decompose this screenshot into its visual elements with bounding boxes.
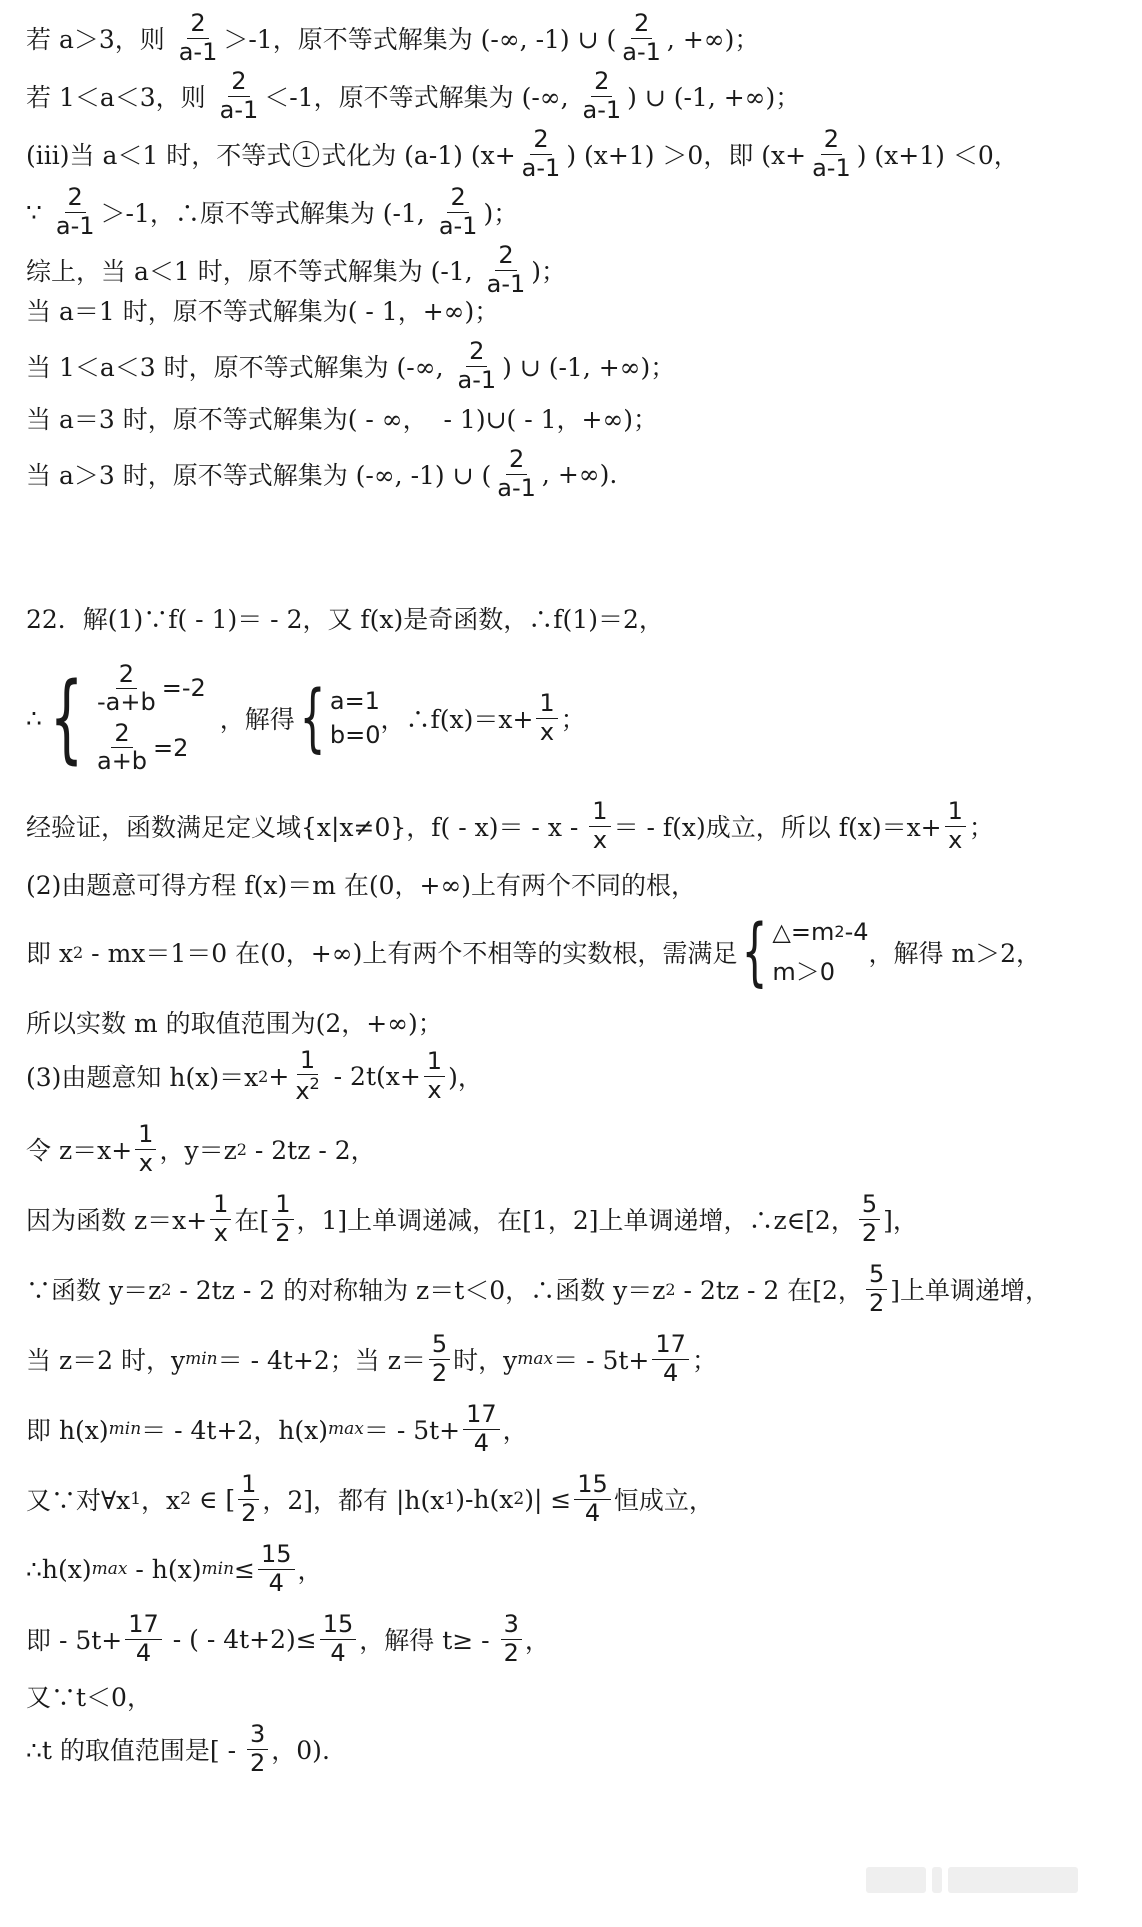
text: - 2t(x+ <box>325 1061 421 1091</box>
equation-2 <box>91 721 206 774</box>
text: 即 h(x) <box>26 1416 109 1445</box>
denominator: 2 <box>861 1218 878 1247</box>
fraction-3-over-2 <box>501 1612 522 1665</box>
fraction-2-over-a-1 <box>494 447 539 500</box>
numerator: 3 <box>501 1612 522 1639</box>
text: 若 1＜a＜3，则 <box>26 83 214 112</box>
fraction-15-over-4 <box>258 1542 295 1595</box>
fraction-2-over-a-1 <box>454 339 499 392</box>
denominator: 2 <box>868 1288 885 1317</box>
text: ，y＝z <box>159 1136 237 1165</box>
text: ) (x+1) ＞0，即 (x+ <box>566 141 807 170</box>
denominator: 4 <box>473 1428 490 1457</box>
denominator-base: x <box>295 1077 310 1105</box>
denominator: x <box>592 825 608 854</box>
denominator: a-1 <box>457 365 497 394</box>
line-system-of-equations <box>26 644 1126 792</box>
text: 令 z＝x+ <box>26 1136 133 1165</box>
text: ； <box>560 705 586 734</box>
equation-1-rhs: =-2 <box>161 674 206 703</box>
text: 因为函数 z＝x+ <box>26 1206 208 1235</box>
denominator: a-1 <box>178 37 218 66</box>
text: ＜-1，原不等式解集为 (-∞, <box>264 83 577 112</box>
text: )| ≤ <box>524 1484 572 1514</box>
text: ，2]，都有 |h(x <box>262 1486 445 1515</box>
line-part2 <box>26 862 1126 906</box>
text: ) ∪ (-1, +∞)； <box>502 353 676 382</box>
text: 当 1＜a＜3 时，原不等式解集为 (-∞, <box>26 353 452 382</box>
line-h-min-max <box>26 1396 1126 1462</box>
numerator: 2 <box>506 447 527 474</box>
numerator: 2 <box>591 69 612 96</box>
denominator <box>292 1075 322 1104</box>
numerator: 2 <box>631 11 652 38</box>
equation-system <box>91 659 206 776</box>
condition-system <box>772 918 868 987</box>
denominator: x <box>427 1075 442 1104</box>
superscript: 2 <box>309 1074 320 1093</box>
subscript: min <box>201 1559 235 1579</box>
denominator: x <box>948 825 963 854</box>
fraction-1-over-x-squared <box>292 1045 322 1105</box>
denominator: 2 <box>241 1498 257 1527</box>
fraction-2-over-a-1 <box>619 11 664 64</box>
line-h-difference <box>26 1536 1126 1602</box>
text: ∈ [ <box>190 1484 236 1514</box>
fraction-17-over-4 <box>652 1332 689 1385</box>
superscript: 2 <box>834 922 845 941</box>
line-monotonicity-z <box>26 1186 1126 1252</box>
text: - ( - 4t+2)≤ <box>164 1624 317 1654</box>
subscript: min <box>185 1349 218 1369</box>
numerator: 15 <box>574 1472 611 1499</box>
numerator: 1 <box>238 1472 259 1499</box>
numerator: 2 <box>228 69 249 96</box>
fraction-1-over-2 <box>272 1192 293 1245</box>
fraction-1-over-x <box>945 799 966 852</box>
line-part3-h <box>26 1036 1126 1116</box>
line-substitution <box>26 1116 1126 1182</box>
text: ＝ - f(x)成立，所以 f(x)＝x+ <box>613 813 942 842</box>
left-brace: { <box>49 662 84 774</box>
text: - 2tz - 2 在[2， <box>675 1276 863 1305</box>
text: 若 a＞3，则 <box>26 25 173 54</box>
text: ]上单调递增， <box>890 1276 1050 1305</box>
text: ∵函数 y＝z <box>26 1276 162 1305</box>
text: )； <box>483 199 519 228</box>
condition-discriminant <box>772 918 868 946</box>
fraction-1-over-x <box>424 1049 445 1102</box>
text: ]， <box>883 1206 918 1235</box>
text: ＝ - 4t+2，h(x) <box>141 1416 329 1445</box>
text: 所以实数 m 的取值范围为(2，+∞)； <box>26 1009 443 1038</box>
fraction-2-over-a-1 <box>436 185 481 238</box>
numerator: 2 <box>530 127 551 154</box>
subscript: 2 <box>513 1489 525 1509</box>
text: ，解得 t≥ - <box>359 1626 498 1655</box>
left-brace: { <box>741 909 768 995</box>
text: ∴t 的取值范围是[ - <box>26 1736 244 1765</box>
solution-system <box>330 687 381 749</box>
text: (2)由题意可得方程 f(x)＝m 在(0，+∞)上有两个不同的根， <box>26 871 697 900</box>
numerator: 2 <box>65 185 86 212</box>
condition-text: △=m <box>772 917 835 946</box>
text: , +∞)； <box>666 25 760 54</box>
text: 式化为 (a-1) (x+ <box>321 141 516 170</box>
fraction-1-over-x <box>536 691 557 744</box>
text: ＞-1，原不等式解集为 (-∞, -1) ∪ ( <box>223 25 617 54</box>
text: 当 a＝3 时，原不等式解集为( - ∞， - 1)∪( - 1，+∞)； <box>26 405 659 434</box>
denominator: a-1 <box>486 269 526 298</box>
subscript: max <box>517 1349 554 1369</box>
fraction-2-over-a-1 <box>176 11 221 64</box>
text: 当 a＞3 时，原不等式解集为 (-∞, -1) ∪ ( <box>26 461 492 490</box>
condition-text: -4 <box>844 917 869 946</box>
watermark-mark <box>866 1860 1106 1900</box>
text: )， <box>448 1063 483 1092</box>
denominator: 2 <box>503 1638 519 1667</box>
numerator: 2 <box>187 11 208 38</box>
denominator: a-1 <box>812 153 851 182</box>
numerator: 17 <box>463 1402 500 1429</box>
fraction-17-over-4 <box>463 1402 500 1455</box>
fraction-2-over-neg-a-plus-b <box>94 659 159 716</box>
text: ＝ - 5t+ <box>363 1416 461 1445</box>
fraction-3-over-2 <box>247 1722 268 1775</box>
denominator: 4 <box>584 1498 601 1527</box>
text: ，解得 <box>219 705 295 734</box>
text: ，0). <box>271 1736 330 1765</box>
numerator: 1 <box>135 1122 156 1149</box>
superscript: 2 <box>73 942 84 962</box>
denominator: a-1 <box>55 211 95 240</box>
fraction-2-over-a-1 <box>53 185 98 238</box>
numerator: 5 <box>859 1192 880 1219</box>
numerator: 2 <box>495 243 516 270</box>
numerator: 1 <box>945 799 966 826</box>
superscript: 2 <box>665 1279 676 1299</box>
fraction-2-over-a-1 <box>519 127 564 180</box>
line-t-negative <box>26 1674 1126 1718</box>
numerator: 2 <box>821 127 842 154</box>
denominator: a-1 <box>582 95 622 124</box>
line-case-a-gt-3 <box>26 8 1126 68</box>
text: ； <box>691 1346 717 1375</box>
text: ≤ <box>234 1554 255 1584</box>
numerator: 15 <box>258 1542 295 1569</box>
text: 即 - 5t+ <box>26 1626 123 1655</box>
subscript: 2 <box>180 1489 191 1509</box>
text: + <box>268 1061 290 1091</box>
denominator: x <box>539 717 555 746</box>
subscript: 1 <box>444 1489 456 1509</box>
text: 又∵对∀x <box>26 1486 131 1515</box>
circled-number: 1 <box>293 141 319 167</box>
condition-m-positive: m＞0 <box>772 957 836 986</box>
line-case-1-lt-a-lt-3 <box>26 66 1126 126</box>
denominator: -a+b <box>96 687 156 716</box>
line-verification <box>26 796 1126 856</box>
line-a-gt-3 <box>26 444 1126 504</box>
equation-1 <box>91 659 206 716</box>
denominator: a-1 <box>497 473 536 502</box>
numerator: 2 <box>466 339 487 366</box>
text: (iii)当 a＜1 时，不等式 <box>26 141 292 170</box>
fraction-2-over-a-1 <box>809 127 854 180</box>
text: 又∵t＜0， <box>26 1683 152 1712</box>
line-solve-t <box>26 1606 1126 1672</box>
denominator: 2 <box>250 1748 266 1777</box>
line-1-lt-a-lt-3 <box>26 336 1126 396</box>
numerator: 1 <box>297 1048 318 1075</box>
text: ； <box>968 813 994 842</box>
text: ＝ - 5t+ <box>553 1346 650 1375</box>
equation-2-rhs: =2 <box>153 733 189 762</box>
denominator: 2 <box>275 1218 291 1247</box>
text: ∴ <box>26 703 42 733</box>
text: ) (x+1) ＜0， <box>856 141 1019 170</box>
denominator: x <box>213 1218 228 1247</box>
line-a-eq-3 <box>26 396 1126 440</box>
denominator: 4 <box>268 1568 284 1597</box>
text: ， <box>502 1416 528 1445</box>
denominator: a-1 <box>622 37 661 66</box>
line-t-range <box>26 1716 1126 1782</box>
denominator: a+b <box>96 747 148 776</box>
text: 当 z＝2 时，y <box>26 1346 186 1375</box>
numerator: 5 <box>866 1262 887 1289</box>
numerator: 17 <box>652 1332 689 1359</box>
text: )； <box>531 257 567 286</box>
text: , +∞). <box>541 459 618 489</box>
numerator: 1 <box>589 799 610 826</box>
line-for-all-x1-x2 <box>26 1466 1126 1532</box>
fraction-15-over-4 <box>574 1472 611 1525</box>
solution-a: a=1 <box>329 687 380 715</box>
text: 在[ <box>234 1206 270 1235</box>
text: 当 a＝1 时，原不等式解集为( - 1，+∞)； <box>26 297 500 326</box>
line-symmetry-axis <box>26 1256 1126 1322</box>
fraction-5-over-2 <box>866 1262 887 1315</box>
text: 22．解(1)∵f( - 1)＝ - 2，又 f(x)是奇函数，∴f(1)＝2， <box>26 605 664 634</box>
denominator: 4 <box>330 1638 346 1667</box>
text: ∵ <box>26 197 50 227</box>
text: 即 x <box>26 939 74 968</box>
denominator: a-1 <box>521 153 561 182</box>
subscript: max <box>328 1419 364 1439</box>
subscript: 1 <box>130 1489 142 1509</box>
text: ，∴f(x)＝x+ <box>380 705 534 734</box>
text: ，解得 m＞2， <box>868 939 1042 968</box>
line-q22-part1 <box>26 596 1126 640</box>
text: ) ∪ (-1, +∞)； <box>627 83 801 112</box>
numerator: 2 <box>111 721 132 748</box>
text: ，x <box>141 1486 181 1515</box>
numerator: 1 <box>424 1049 445 1076</box>
text: 经验证，函数满足定义域{x|x≠0}，f( - x)＝ - x - <box>26 813 587 842</box>
line-quadratic-condition <box>26 910 1126 994</box>
left-brace: { <box>299 675 326 761</box>
text: ， <box>524 1626 550 1655</box>
line-because <box>26 182 1126 242</box>
fraction-2-over-a-1 <box>580 69 625 122</box>
denominator: 2 <box>431 1358 448 1387</box>
line-a-eq-1 <box>26 288 1126 332</box>
text: ＞-1，∴原不等式解集为 (-1, <box>100 199 433 228</box>
superscript: 2 <box>236 1139 247 1159</box>
subscript: max <box>91 1559 128 1579</box>
superscript: 2 <box>161 1279 172 1299</box>
text: - 2tz - 2， <box>246 1136 376 1165</box>
fraction-2-over-a-1 <box>217 69 262 122</box>
numerator: 1 <box>272 1192 293 1219</box>
text: (3)由题意知 h(x)＝x <box>26 1063 259 1092</box>
subscript: min <box>108 1419 142 1439</box>
denominator: 4 <box>663 1358 679 1387</box>
line-y-min-max <box>26 1326 1126 1392</box>
denominator: a-1 <box>438 211 478 240</box>
text: ＝ - 4t+2；当 z＝ <box>217 1346 426 1375</box>
fraction-15-over-4 <box>320 1612 357 1665</box>
text: ，1]上单调递减，在[1，2]上单调递增，∴z∈[2， <box>296 1206 856 1235</box>
text: - 2tz - 2 的对称轴为 z＝t＜0，∴函数 y＝z <box>171 1276 666 1305</box>
fraction-1-over-2 <box>238 1472 259 1525</box>
text: ， <box>297 1556 323 1585</box>
numerator: 5 <box>429 1332 450 1359</box>
fraction-5-over-2 <box>429 1332 450 1385</box>
numerator: 15 <box>320 1612 357 1639</box>
denominator: a-1 <box>219 95 259 124</box>
fraction-1-over-x <box>589 799 610 852</box>
text: 时，y <box>453 1346 518 1375</box>
text: ∴h(x) <box>26 1554 92 1584</box>
denominator: x <box>138 1148 153 1177</box>
solution-b: b=0 <box>329 721 381 749</box>
fraction-1-over-x <box>210 1192 231 1245</box>
text: - h(x) <box>127 1554 202 1584</box>
numerator: 3 <box>247 1722 268 1749</box>
numerator: 1 <box>210 1192 231 1219</box>
fraction-17-over-4 <box>125 1612 162 1665</box>
fraction-5-over-2 <box>859 1192 880 1245</box>
denominator: 4 <box>135 1638 152 1667</box>
text: )-h(x <box>455 1484 514 1514</box>
fraction-1-over-x <box>135 1122 156 1175</box>
text: 综上，当 a＜1 时，原不等式解集为 (-1, <box>26 257 481 286</box>
numerator: 17 <box>125 1612 162 1639</box>
numerator: 2 <box>116 662 137 689</box>
fraction-2-over-a-plus-b <box>94 721 150 774</box>
text: 恒成立， <box>613 1486 714 1515</box>
numerator: 1 <box>536 691 557 718</box>
superscript: 2 <box>258 1066 269 1086</box>
line-case-iii <box>26 124 1126 184</box>
text: - mx＝1＝0 在(0，+∞)上有两个不相等的实数根，需满足 <box>83 939 738 968</box>
numerator: 2 <box>447 185 468 212</box>
